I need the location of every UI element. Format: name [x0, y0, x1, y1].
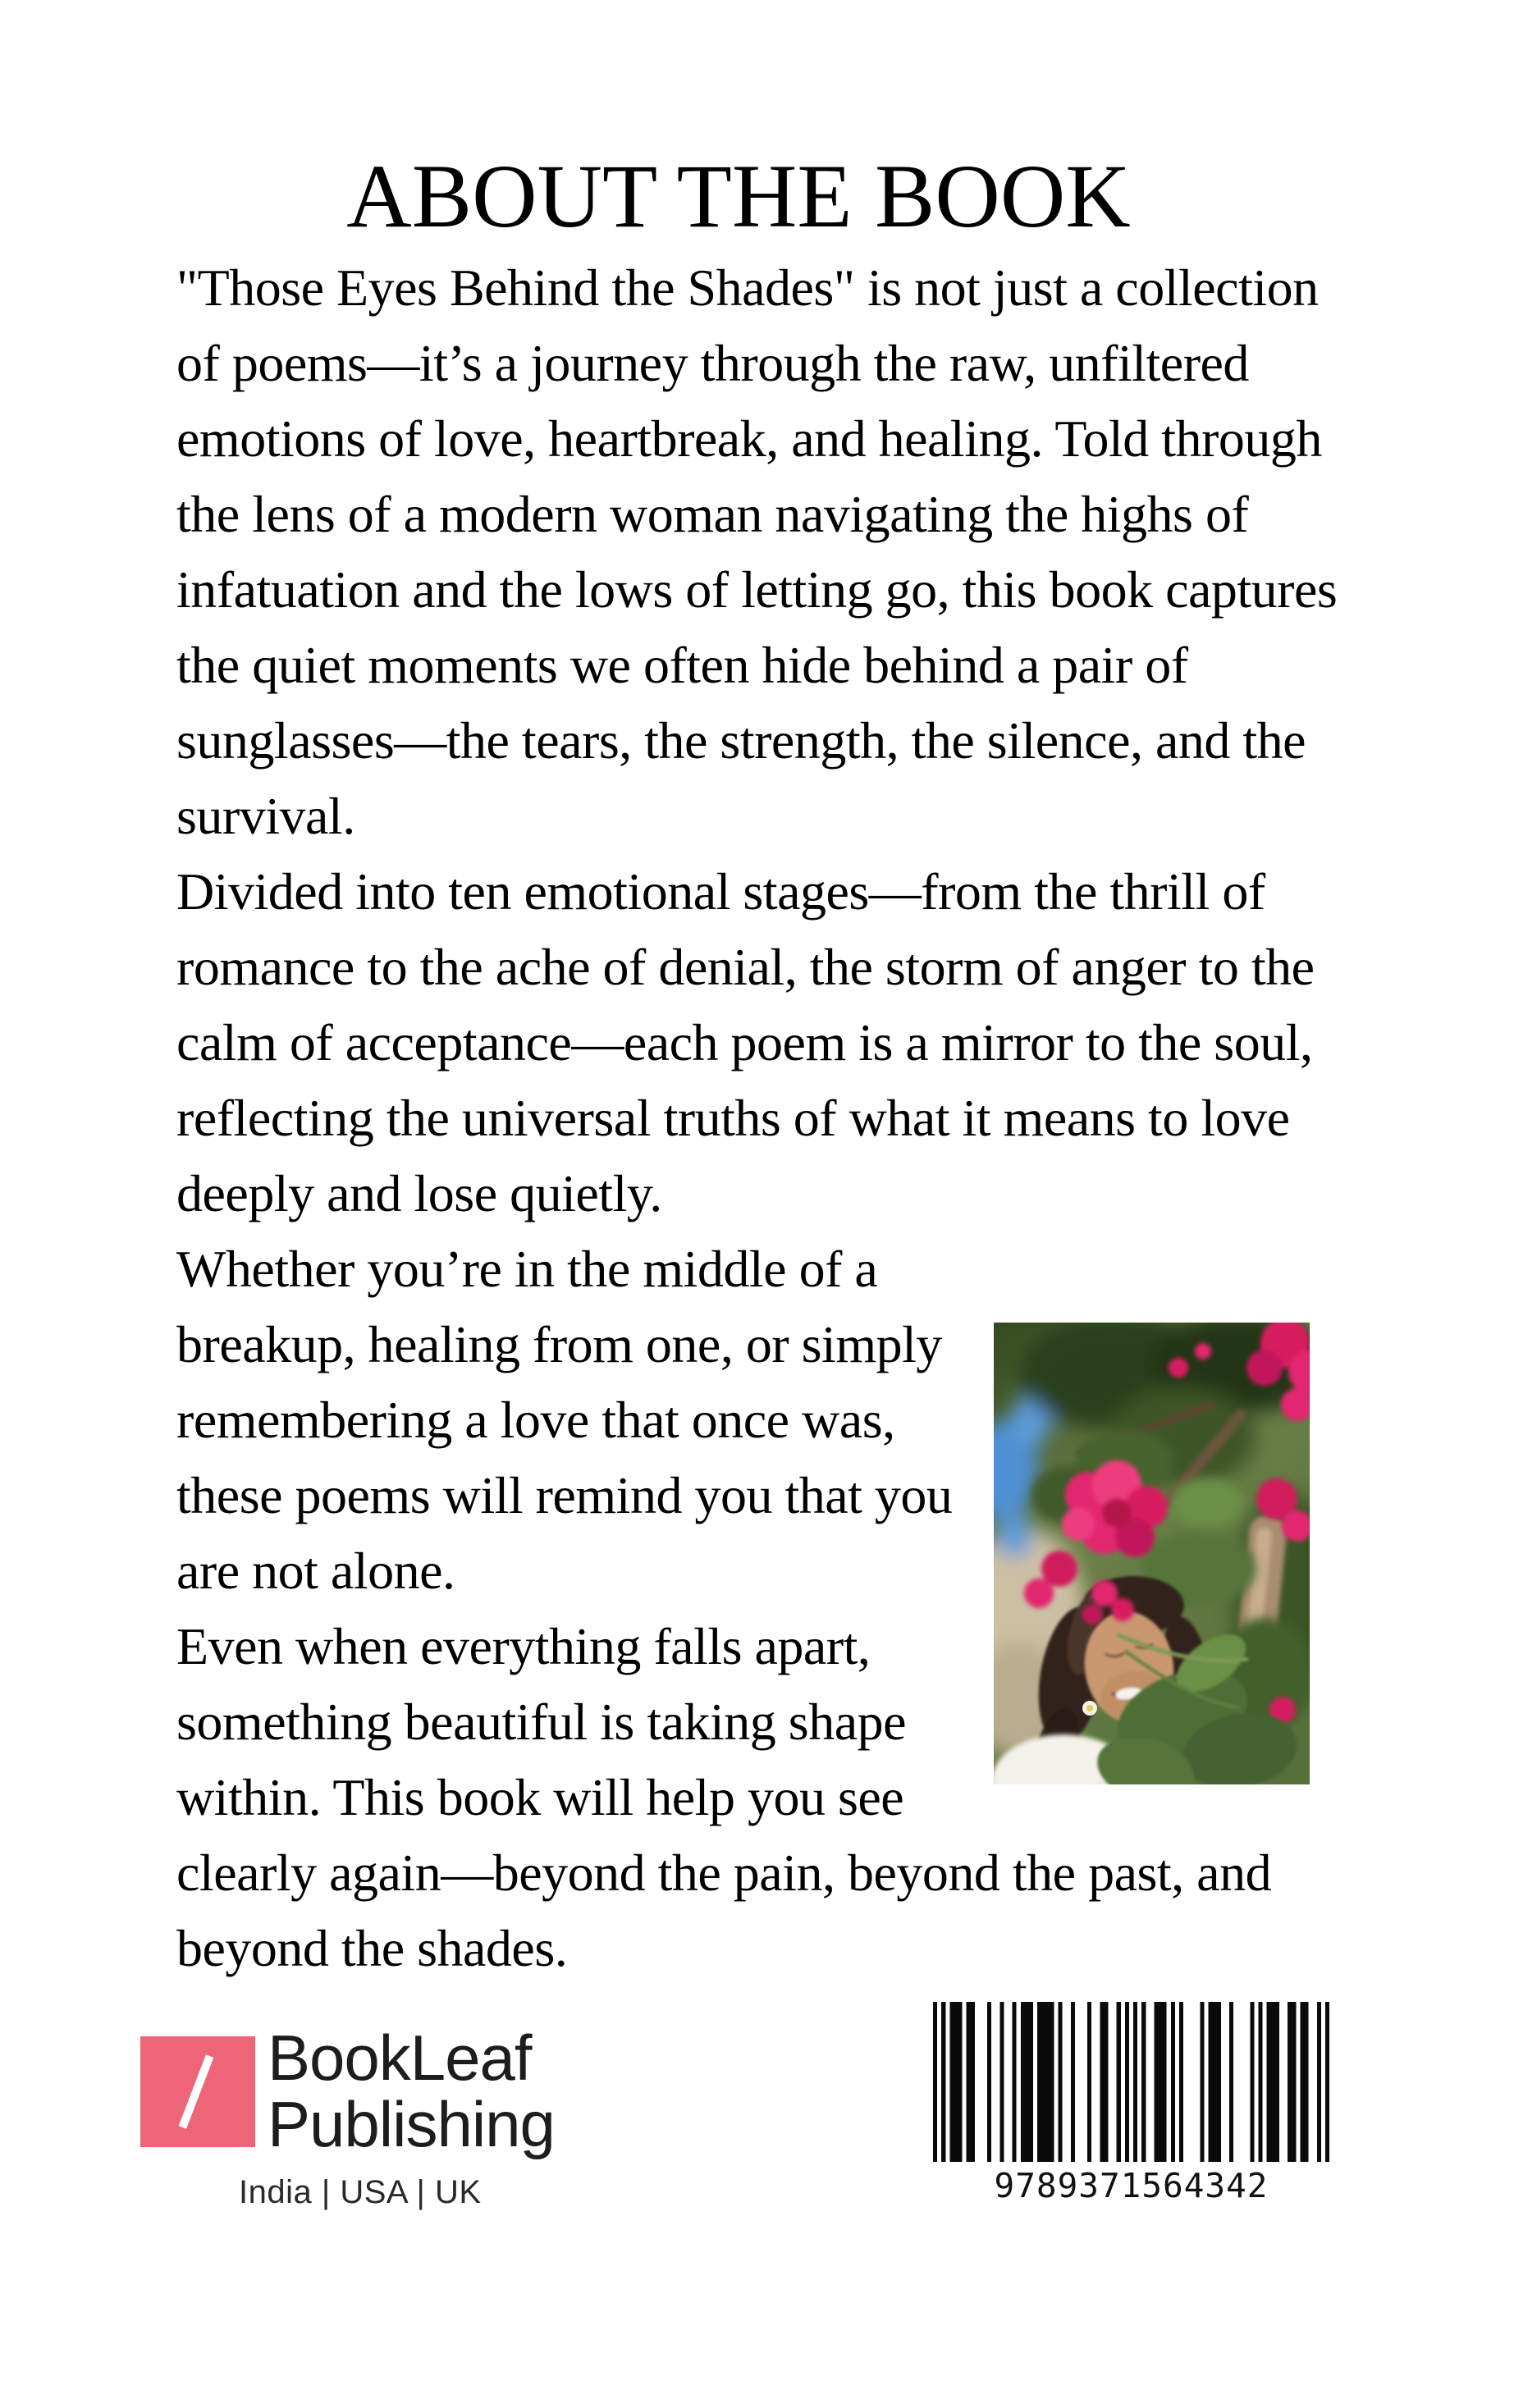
body-text-line: deeply and lose quietly.: [176, 1164, 662, 1222]
publisher-name: [268, 2022, 555, 2160]
publisher-logo: [140, 2036, 255, 2147]
barcode-bars: [933, 2002, 1329, 2162]
body-text-line: Whether you’re in the middle of a: [176, 1240, 878, 1298]
body-text-line: emotions of love, heartbreak, and healing. Told through: [176, 409, 1322, 468]
body-text-line: infatuation and the lows of letting go, this book captures: [176, 560, 1338, 619]
body-text-line: remembering a love that once was,: [176, 1391, 895, 1449]
body-text-line: reflecting the universal truths of what it means to love: [176, 1089, 1290, 1147]
publisher-regions: India | USA | UK: [239, 2174, 482, 2210]
body-text-line: these poems will remind you that you: [176, 1466, 953, 1524]
isbn-number: 9789371564342: [994, 2166, 1269, 2205]
body-text-line: the quiet moments we often hide behind a pair of: [176, 636, 1188, 694]
body-text-line: breakup, healing from one, or simply: [176, 1315, 942, 1373]
body-text-line: Divided into ten emotional stages—from the thrill of: [176, 862, 1265, 921]
cover-photo: [994, 1323, 1310, 1784]
body-text-line: are not alone.: [176, 1542, 455, 1600]
barcode: [933, 2002, 1329, 2211]
body-text-line: sunglasses—the tears, the strength, the silence, and the: [176, 711, 1306, 770]
photo-illustration: [994, 1323, 1310, 1784]
body-text-line: survival.: [176, 787, 355, 845]
body-text-line: romance to the ache of denial, the storm of anger to the: [176, 938, 1315, 996]
body-text-line: Even when everything falls apart,: [176, 1617, 871, 1675]
body-text-line: within. This book will help you see: [176, 1768, 904, 1826]
body-text-line: "Those Eyes Behind the Shades" is not just a collection: [176, 258, 1319, 317]
page-title: ABOUT THE BOOK: [346, 146, 1131, 246]
body-text-line: clearly again—beyond the pain, beyond the past, and: [176, 1844, 1272, 1902]
body-text-line: the lens of a modern woman navigating the highs of: [176, 485, 1249, 543]
body-text-line: of poems—it’s a journey through the raw, unfiltered: [176, 334, 1249, 392]
publisher-name-bottom: Publishing: [268, 2088, 555, 2160]
body-text-line: calm of acceptance—each poem is a mirror to the soul,: [176, 1013, 1313, 1071]
publisher-name-top: BookLeaf: [268, 2022, 532, 2094]
body-text-line: beyond the shades.: [176, 1919, 568, 1977]
body-text-line: something beautiful is taking shape: [176, 1693, 906, 1751]
